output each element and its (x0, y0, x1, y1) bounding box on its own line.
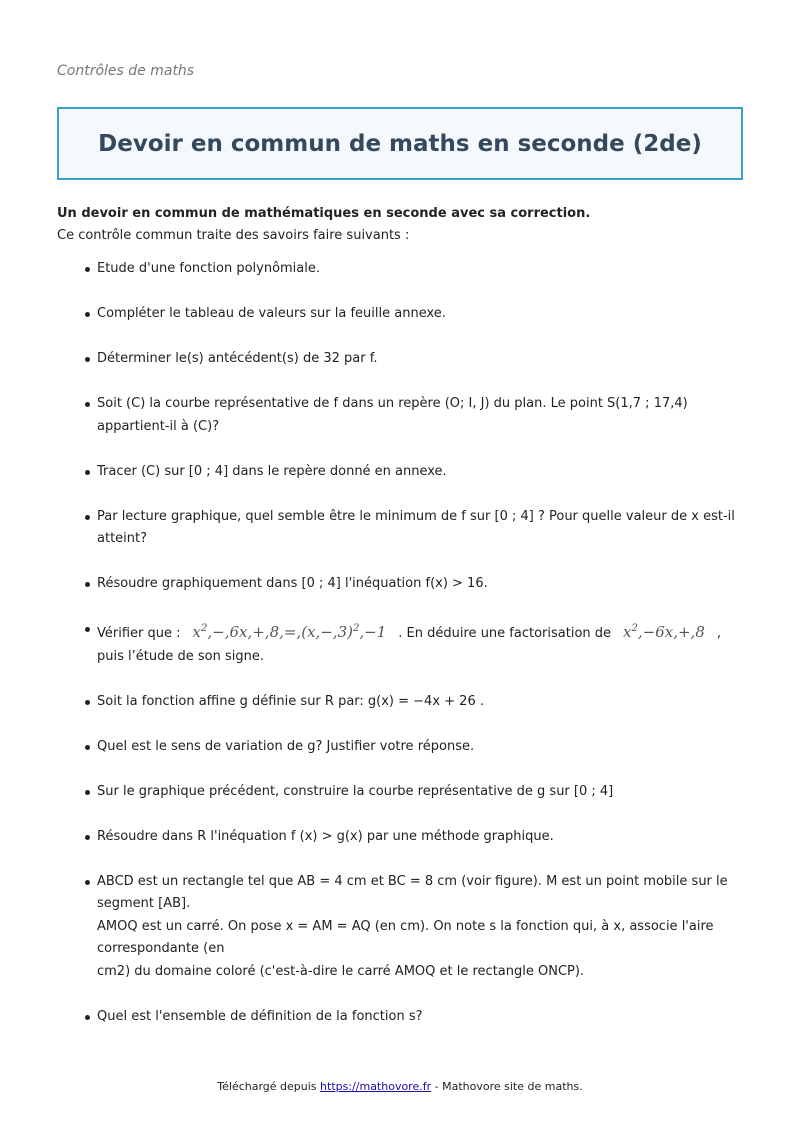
intro-text: Ce contrôle commun traite des savoirs faire suivants : (57, 228, 410, 243)
intro (57, 203, 747, 247)
category-label[interactable]: Contrôles de maths (57, 63, 195, 79)
list-item: Sur le graphique précédent, construire la courbe représentative de g sur [0 ; 4] (97, 781, 777, 804)
list-item: Tracer (C) sur [0 ; 4] dans le repère donné en annexe. (97, 461, 777, 484)
footer-link[interactable]: https://mathovore.fr (320, 1080, 432, 1093)
list-item: Quel est l'ensemble de définition de la fonction s? (97, 1006, 777, 1029)
verify-middle: . En déduire une factorisation de (398, 626, 612, 641)
verify-suffix: , (716, 626, 722, 641)
list-item: Résoudre graphiquement dans [0 ; 4] l'inéquation f(x) > 16. (97, 573, 777, 596)
intro-bold: Un devoir en commun de mathématiques en seconde avec sa correction. (57, 206, 591, 221)
list-item: Par lecture graphique, quel semble être le minimum de f sur [0 ; 4] ? Pour quelle valeur de x est-il atteint? (97, 506, 777, 551)
footer-suffix: - Mathovore site de maths. (434, 1080, 583, 1093)
list-item: Soit la fonction affine g définie sur R par: g(x) = −4x + 26 . (97, 691, 777, 714)
list-item: Déterminer le(s) antécédent(s) de 32 par f. (97, 348, 777, 371)
math-formula-identity: $x^2,-,6x,+,8,=,(x,-,3)^2,-1$ (192, 623, 387, 641)
list-item: Soit (C) la courbe représentative de f dans un repère (O; I, J) du plan. Le point S(1,7 ; 17,4) appartient-il à (C)? (97, 393, 777, 438)
math-formula-polynomial: $x^2,-6x,+,8$ (623, 623, 705, 641)
footer-prefix: Téléchargé depuis (217, 1080, 317, 1093)
list-item: Etude d'une fonction polynômiale. (97, 258, 777, 281)
skills-list (57, 258, 777, 1051)
title-box (57, 107, 743, 180)
list-item: ABCD est un rectangle tel que AB = 4 cm et BC = 8 cm (voir figure). M est un point mobile sur le segment [AB]. AMOQ est un carré. On pose x = AM = AQ (en cm). On note s la fonction qui, à x, associe l'aire correspondante (en cm2) du domaine coloré (c'est-à-dire le carré AMOQ et le rectangle ONCP). (97, 871, 777, 984)
list-item: Vérifier que : $x^2,-,6x,+,8,=,(x,-,3)^2,-1$ . En déduire une factorisation de $x^2,-6x,+,8$ , puis l’étude de son signe. (97, 618, 777, 668)
verify-prefix: Vérifier que : (97, 626, 181, 641)
footer (0, 1080, 800, 1093)
list-item: Résoudre dans R l'inéquation f (x) > g(x) par une méthode graphique. (97, 826, 777, 849)
list-item: Quel est le sens de variation de g? Justifier votre réponse. (97, 736, 777, 759)
page-title: Devoir en commun de maths en seconde (2de) (98, 130, 702, 157)
list-item: Compléter le tableau de valeurs sur la feuille annexe. (97, 303, 777, 326)
